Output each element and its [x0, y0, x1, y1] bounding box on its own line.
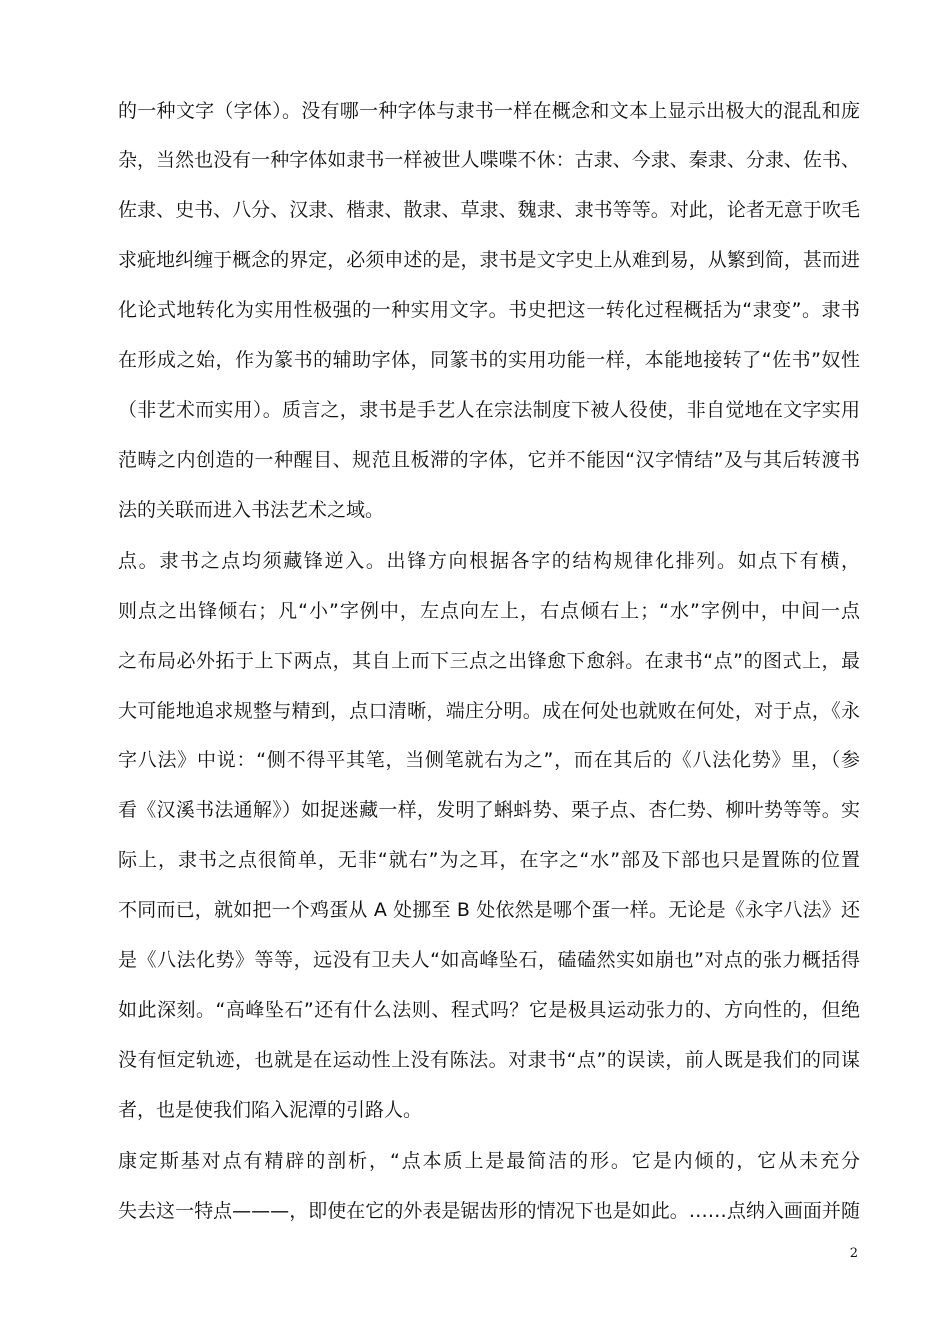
paragraph-2-line-4: 大可能地追求规整与精到，点口清晰，端庄分明。成在何处也就败在何处，对于点，《永 [118, 700, 860, 722]
paragraph-2-line-5: 字八法》中说：“侧不得平其笔，当侧笔就右为之”，而在其后的《八法化势》里，（参 [118, 749, 860, 771]
paragraph-2-line-12: 者，也是使我们陷入泥潭的引路人。 [118, 1099, 423, 1121]
paragraph-1-line-5: 化论式地转化为实用性极强的一种实用文字。书史把这一转化过程概括为“隶变”。隶书 [118, 299, 860, 321]
paragraph-2-line-2: 则点之出锋倾右；凡“小”字例中，左点向左上，右点倾右上；“水”字例中，中间一点 [118, 600, 860, 622]
paragraph-2-line-8: 不同而已，就如把一个鸡蛋从 A 处挪至 B 处依然是哪个蛋一样。无论是《永字八法》还 [118, 899, 860, 921]
paragraph-1-line-4: 求疵地纠缠于概念的界定，必须申述的是，隶书是文字史上从难到易，从繁到简，甚而进 [118, 249, 860, 271]
paragraph-1-line-9: 法的关联而进入书法艺术之域。 [118, 499, 385, 521]
paragraph-2-line-3: 之布局必外拓于上下两点，其自上而下三点之出锋愈下愈斜。在隶书“点”的图式上，最 [118, 650, 860, 672]
paragraph-3-line-2: 失去这一特点———，即使在它的外表是锯齿形的情况下也是如此。……点纳入画面并随 [118, 1200, 860, 1222]
paragraph-1-line-7: （非艺术而实用）。质言之，隶书是手艺人在宗法制度下被人役使，非自觉地在文字实用 [118, 399, 860, 421]
paragraph-2-line-11: 没有恒定轨迹，也就是在运动性上没有陈法。对隶书“点”的误读，前人既是我们的同谋 [118, 1049, 860, 1071]
paragraph-2-line-1: 点。隶书之点均须藏锋逆入。出锋方向根据各字的结构规律化排列。如点下有横， [118, 550, 860, 572]
paragraph-1-line-6: 在形成之始，作为篆书的辅助字体，同篆书的实用功能一样，本能地接转了“佐书”奴性 [118, 349, 860, 371]
paragraph-2-line-7: 际上，隶书之点很简单，无非“就右”为之耳，在字之“水”部及下部也只是置陈的位置 [118, 849, 860, 871]
paragraph-1-line-1: 的一种文字（字体）。没有哪一种字体与隶书一样在概念和文本上显示出极大的混乱和庞 [118, 100, 860, 122]
paragraph-2-line-9: 是《八法化势》等等，远没有卫夫人“如高峰坠石，磕磕然实如崩也”对点的张力概括得 [118, 949, 860, 971]
paragraph-1-line-8: 范畴之内创造的一种醒目、规范且板滞的字体，它并不能因“汉字情结”及与其后转渡书 [118, 449, 860, 471]
paragraph-2-line-10: 如此深刻。“高峰坠石”还有什么法则、程式吗？它是极具运动张力的、方向性的，但绝 [118, 999, 860, 1021]
paragraph-2-line-6: 看《汉溪书法通解》）如捉迷藏一样，发明了蝌蚪势、栗子点、杏仁势、柳叶势等等。实 [118, 799, 860, 821]
page-number: 2 [849, 1246, 858, 1261]
paragraph-1-line-3: 佐隶、史书、八分、汉隶、楷隶、散隶、草隶、魏隶、隶书等等。对此，论者无意于吹毛 [118, 199, 860, 221]
paragraph-1-line-2: 杂，当然也没有一种字体如隶书一样被世人喋喋不休：古隶、今隶、秦隶、分隶、佐书、 [118, 149, 860, 171]
paragraph-3-line-1: 康定斯基对点有精辟的剖析，“点本质上是最简洁的形。它是内倾的，它从未充分 [118, 1150, 860, 1172]
